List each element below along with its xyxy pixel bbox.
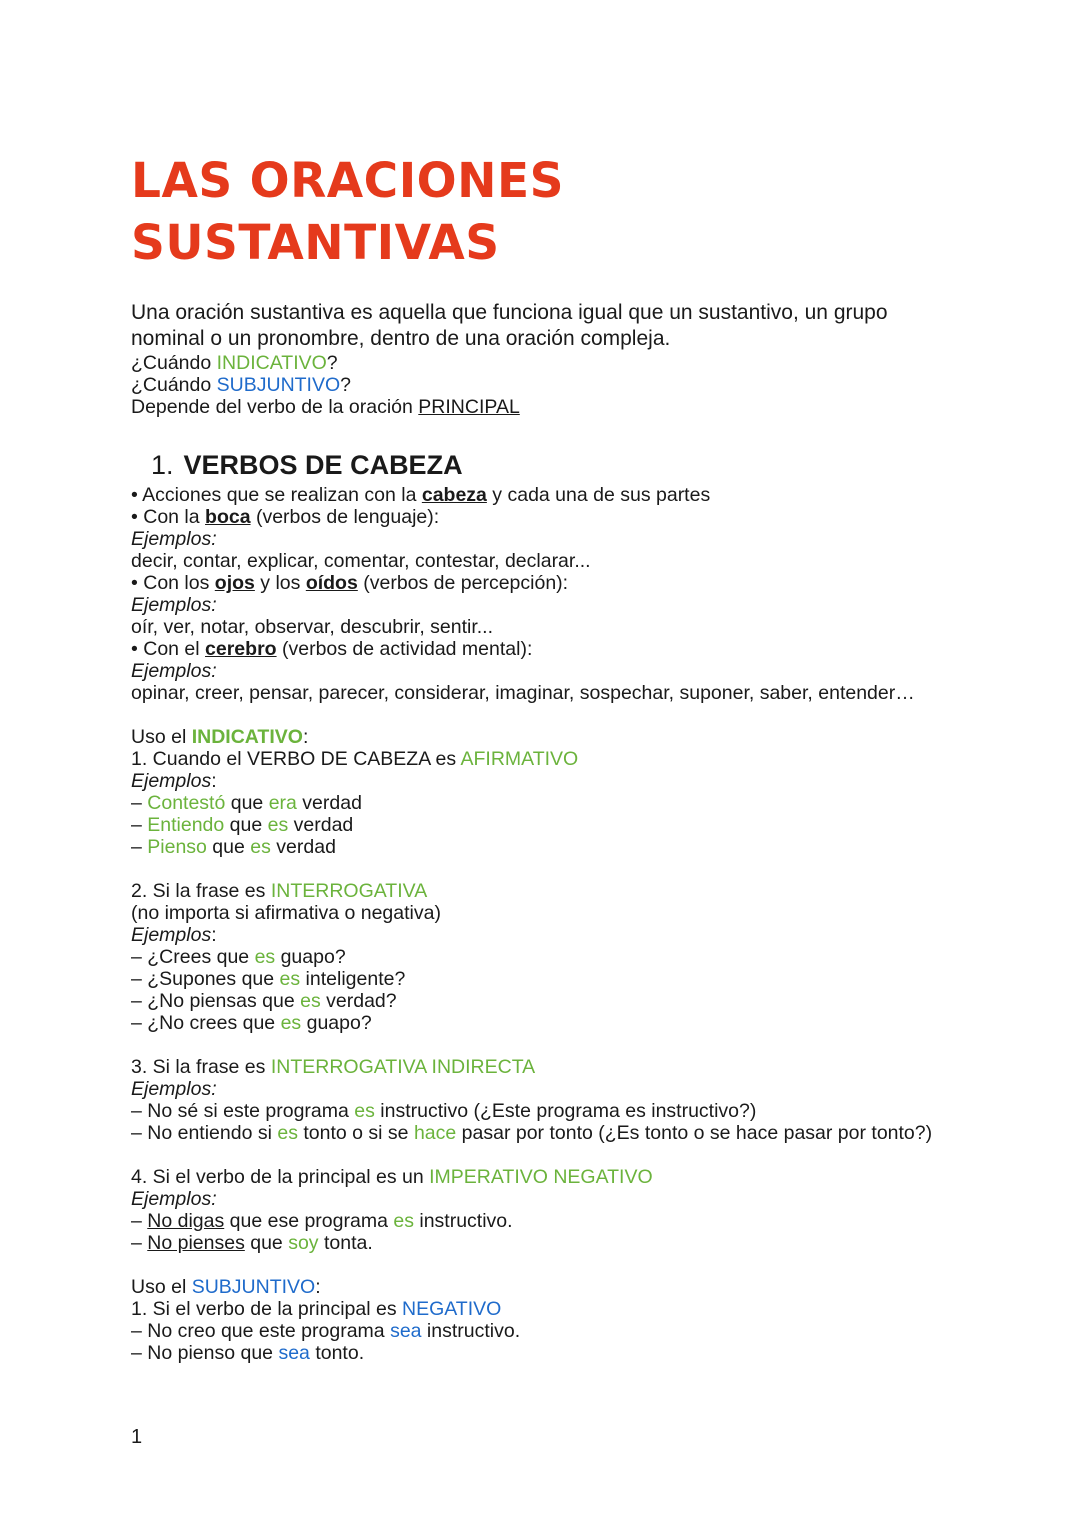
question-subjuntivo: ¿Cuándo SUBJUNTIVO? (131, 374, 352, 396)
question-indicativo: ¿Cuándo INDICATIVO? (131, 352, 338, 374)
example-line: – ¿No crees que es guapo? (131, 1012, 372, 1034)
examples-label: Ejemplos: (131, 660, 217, 682)
depends-line: Depende del verbo de la oración PRINCIPAL (131, 396, 520, 418)
example-line: – Entiendo que es verdad (131, 814, 354, 836)
page-title: LAS ORACIONES SUSTANTIVAS (131, 153, 565, 271)
examples-label: Ejemplos: (131, 1188, 217, 1210)
example-line: – No creo que este programa sea instructivo. (131, 1320, 521, 1342)
example-line: – ¿Crees que es guapo? (131, 946, 346, 968)
section-heading-verbos-de-cabeza: 1. VERBOS DE CABEZA (151, 450, 463, 480)
rule-interrogativa: 2. Si la frase es INTERROGATIVA (131, 880, 428, 902)
example-line: – No pienso que sea tonto. (131, 1342, 365, 1364)
examples-ojos: oír, ver, notar, observar, descubrir, sentir... (131, 616, 494, 638)
rule-negativo: 1. Si el verbo de la principal es NEGATIVO (131, 1298, 502, 1320)
examples-label: Ejemplos: (131, 1078, 217, 1100)
example-line: – No entiendo si es tonto o si se hace pasar por tonto (¿Es tonto o se hace pasar por tonto?) (131, 1122, 933, 1144)
bullet-cerebro: • Con el cerebro (verbos de actividad mental): (131, 638, 533, 660)
example-line: – ¿No piensas que es verdad? (131, 990, 397, 1012)
examples-label: Ejemplos: (131, 770, 217, 792)
example-line: – ¿Supones que es inteligente? (131, 968, 406, 990)
example-line: – No pienses que soy tonta. (131, 1232, 373, 1254)
uso-subjuntivo-heading: Uso el SUBJUNTIVO: (131, 1276, 321, 1298)
uso-indicativo-heading: Uso el INDICATIVO: (131, 726, 309, 748)
document-page (131, 150, 951, 1364)
example-line: – No digas que ese programa es instructivo. (131, 1210, 513, 1232)
rule-interrogativa-note: (no importa si afirmativa o negativa) (131, 902, 441, 924)
page-number: 1 (131, 1426, 143, 1448)
bullet-ojos-oidos: • Con los ojos y los oídos (verbos de percepción): (131, 572, 569, 594)
bullet-boca: • Con la boca (verbos de lenguaje): (131, 506, 440, 528)
intro-definition: Una oración sustantiva es aquella que funciona igual que un sustantivo, un grupo nominal o un pronombre, dentro de una oración compleja. (131, 301, 888, 350)
rule-afirmativo: 1. Cuando el VERBO DE CABEZA es AFIRMATIVO (131, 748, 579, 770)
bullet-cabeza: • Acciones que se realizan con la cabeza y cada una de sus partes (131, 484, 711, 506)
rule-interrogativa-indirecta: 3. Si la frase es INTERROGATIVA INDIRECTA (131, 1056, 536, 1078)
examples-label: Ejemplos: (131, 594, 217, 616)
examples-cerebro: opinar, creer, pensar, parecer, considerar, imaginar, sospechar, suponer, saber, entender… (131, 682, 915, 704)
examples-label: Ejemplos: (131, 924, 217, 946)
example-line: – No sé si este programa es instructivo (¿Este programa es instructivo?) (131, 1100, 757, 1122)
rule-imperativo-negativo: 4. Si el verbo de la principal es un IMPERATIVO NEGATIVO (131, 1166, 653, 1188)
examples-label: Ejemplos: (131, 528, 217, 550)
example-line: – Pienso que es verdad (131, 836, 336, 858)
example-line: – Contestó que era verdad (131, 792, 362, 814)
examples-boca: decir, contar, explicar, comentar, contestar, declarar... (131, 550, 591, 572)
